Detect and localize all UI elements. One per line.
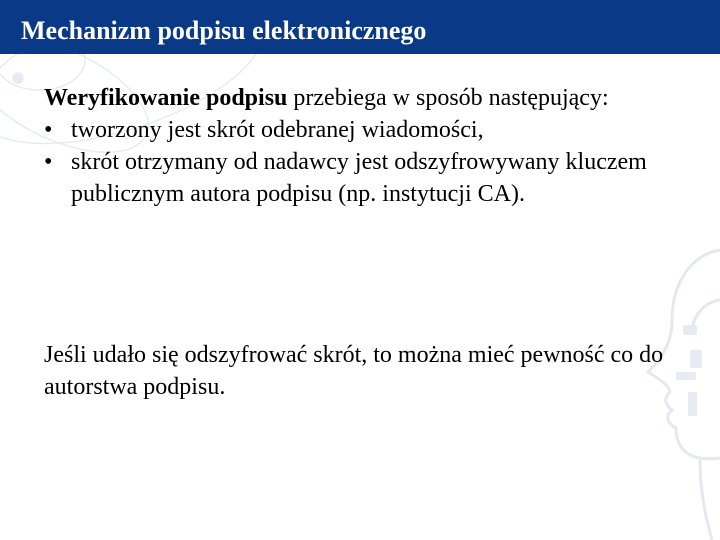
bullet-item bbox=[44, 114, 664, 146]
slide-body bbox=[44, 82, 664, 210]
intro-bold-text: Weryfikowanie podpisu bbox=[44, 85, 288, 111]
intro-paragraph bbox=[44, 82, 664, 114]
bullet-item bbox=[44, 146, 664, 210]
bullet-list bbox=[44, 114, 664, 210]
bullet-marker: • bbox=[44, 149, 53, 175]
bullet-text: tworzony jest skrót odebranej wiadomości, bbox=[71, 117, 484, 143]
conclusion-paragraph: Jeśli udało się odszyfrować skrót, to można mieć pewność co do autorstwa podpisu. bbox=[44, 342, 664, 400]
bullet-text: skrót otrzymany od nadawcy jest odszyfrowywany kluczem publicznym autora podpisu (np. instytucji CA). bbox=[71, 149, 647, 207]
bullet-marker: • bbox=[44, 117, 53, 143]
intro-rest-text: przebiega w sposób następujący: bbox=[287, 85, 609, 111]
slide-title: Mechanizm podpisu elektronicznego bbox=[0, 0, 720, 54]
